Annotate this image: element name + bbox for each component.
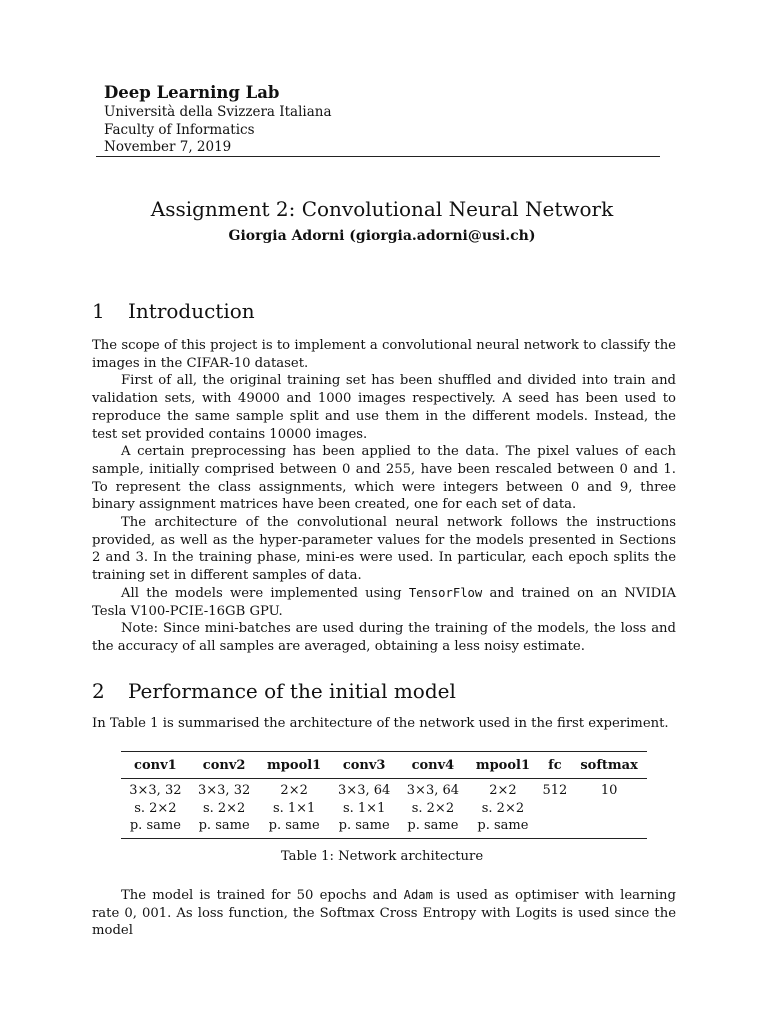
table-cell: 3×3, 64 [406,783,460,798]
paragraph: The architecture of the convolutional neural network follows the instructions provided, as well as the hyper-parameter values for the models presented in Sections 2 and 3. In the training phase, mini-es were used. In particular, each epoch splits the training set in different samples of data. [92,515,676,584]
section-number: 2 [92,679,105,703]
table-cell: 512 [542,783,568,798]
table-row [121,779,647,800]
paragraph: Note: Since mini-batches are used during the training of the models, the loss and the accuracy of all samples are averaged, obtaining a less noisy estimate. [92,621,676,654]
table-cell: s. 1×1 [272,800,316,816]
table-header-cell: conv1 [134,757,177,773]
text-run: and trained on an NVIDIA Tesla V100-PCIE-16GB GPU. [92,585,676,619]
section-heading-introduction [92,298,255,324]
university-name: Università della Svizzera Italiana [104,104,332,120]
table-cell [539,800,572,818]
table-cell: p. same [198,818,250,833]
paper-title: Assignment 2: Convolutional Neural Network [150,197,614,221]
inline-code: Adam [403,888,433,902]
inline-code: TensorFlow [408,585,483,600]
table-cell: s. 2×2 [202,800,246,816]
table-cell: p. same [338,818,390,833]
section2-intro [92,715,676,733]
paragraph [92,585,676,620]
table-cell [571,800,647,818]
table-cell [539,817,572,838]
table-header-row [121,752,647,779]
table-cell: 2×2 [280,783,308,798]
table-cell: 2×2 [489,783,517,798]
table-cell: p. same [477,818,529,833]
table-bottom-rule [121,838,647,839]
table-cell: s. 2×2 [481,800,525,816]
section-title: Performance of the initial model [128,679,456,703]
text-run: All the models were implemented using [121,585,409,601]
table-header-cell: mpool1 [267,757,322,773]
paragraph: A certain preprocessing has been applied to the data. The pixel values of each sample, initially comprised between 0 and 255, have been rescaled between 0 and 1. To represent the class assignments, which were integers between 0 and 9, three binary assignment matrices have been created, one for each set of data. [92,444,676,513]
table-cell: p. same [268,818,320,833]
faculty-name: Faculty of Informatics [104,121,255,138]
table-caption: Table 1: Network architecture [280,849,484,864]
table-row [121,800,647,818]
table-header-cell: mpool1 [475,757,530,773]
table-cell: p. same [407,818,459,833]
table-header-cell: conv2 [202,757,246,773]
table-cell: 10 [600,783,618,798]
table-cell: s. 1×1 [342,800,386,816]
table-cell: 3×3, 64 [338,783,391,798]
table-cell: s. 2×2 [411,800,455,816]
table-cell: s. 2×2 [134,800,177,816]
section2-body [92,887,676,940]
section-title: Introduction [128,299,255,323]
table-cell: 3×3, 32 [198,783,251,798]
table-cell: 3×3, 32 [129,783,182,798]
introduction-body [92,337,676,656]
text-run: is used as optimiser with learning rate 0, 001. As loss function, the Softmax Cross Entropy with Logits is used since the model [92,888,676,939]
table-row [121,817,647,838]
table-cell: p. same [129,818,181,833]
paragraph [92,887,676,940]
table-header-cell: conv4 [411,757,455,773]
table-header-cell: fc [548,757,562,773]
paragraph: First of all, the original training set has been shuffled and divided into train and validation sets, with 49000 and 1000 images respectively. A seed has been used to reproduce the same sample split and use them in the different models. Instead, the test set provided contains 10000 images. [92,373,676,442]
architecture-table [121,751,647,839]
table-header-cell: conv3 [342,757,386,773]
document-date: November 7, 2019 [104,139,232,155]
document-header [104,82,660,157]
paragraph: In Table 1 is summarised the architecture of the network used in the first experiment. [92,716,669,731]
section-number: 1 [92,299,105,323]
paragraph: The scope of this project is to implement a convolutional neural network to classify the images in the CIFAR-10 dataset. [92,338,676,371]
text-run: The model is trained for 50 epochs and [121,888,404,903]
paper-author: Giorgia Adorni (giorgia.adorni@usi.ch) [228,228,536,244]
table-header-cell: softmax [580,757,638,773]
lab-name: Deep Learning Lab [104,83,280,102]
table-cell [571,817,647,838]
header-rule [96,156,660,157]
section-heading-performance [92,678,456,704]
